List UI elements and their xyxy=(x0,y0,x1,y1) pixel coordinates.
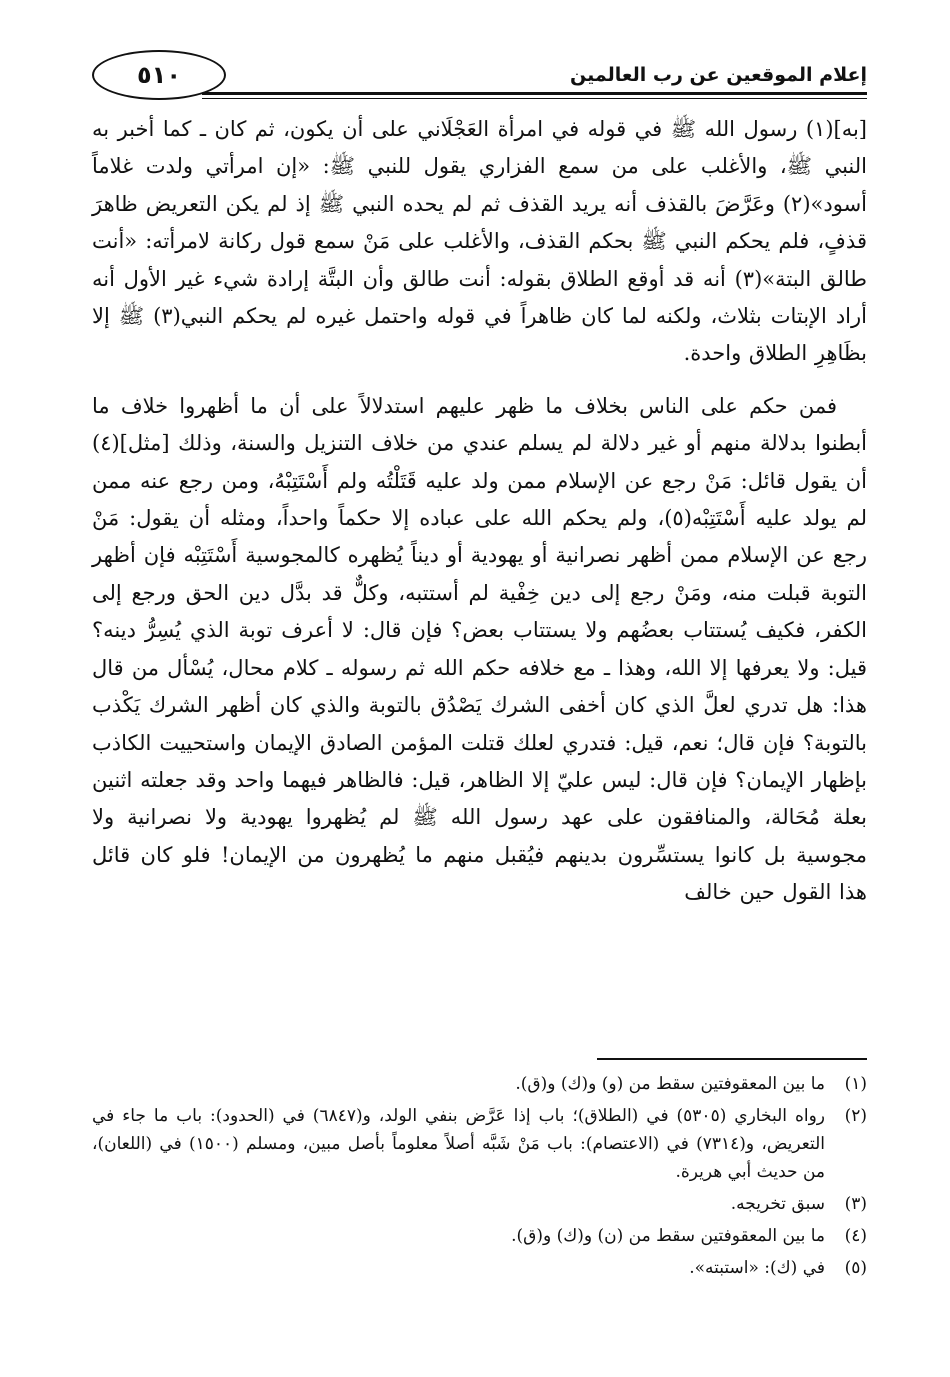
footnote-number: (٤) xyxy=(844,1226,867,1246)
main-text xyxy=(92,111,867,912)
running-title: إعلام الموقعين عن رب العالمين xyxy=(570,64,867,86)
footnote-5 xyxy=(92,1254,867,1282)
footnote-number: (٥) xyxy=(844,1258,867,1278)
footnote-separator xyxy=(597,1058,867,1060)
footnote-text: رواه البخاري (٥٣٠٥) في (الطلاق)؛ باب إذا عَرَّض بنفي الولد، و(٦٨٤٧) في (الحدود): باب ما جاء في التعريض، و(٧٣١٤) في (الاعتصام): باب مَنْ شَبَّه أصلاً معلوماً بأصل مبين، ومسلم (١٥٠٠) في (اللعان)، من حديث أبي هريرة. xyxy=(92,1106,826,1182)
footnote-text: ما بين المعقوفتين سقط من (و) و(ك) و(ق). xyxy=(515,1074,825,1094)
page-number: ٥١٠ xyxy=(92,50,226,100)
footnote-1 xyxy=(92,1070,867,1098)
footnote-text: سبق تخريجه. xyxy=(730,1194,825,1214)
header-rule-thick xyxy=(202,92,867,95)
footnote-text: في (ك): «استبته». xyxy=(689,1258,825,1278)
footnote-2 xyxy=(92,1102,867,1186)
page-header xyxy=(92,40,867,100)
paragraph-1: [به](١) رسول الله ﷺ في قوله في امرأة العَجْلَاني على أن يكون، ثم كان ـ كما أخبر به النبي ﷺ، والأغلب على من سمع الفزاري يقول للنبي ﷺ: «إن امرأتي ولدت غلاماً أسود»(٢) وعَرَّضَ بالقذف أنه يريد القذف ثم لم يحده النبي ﷺ إذ لم يكن التعريض ظاهرَ قذفٍ، فلم يحكم النبي ﷺ بحكم القذف، والأغلب على مَنْ سمع قول ركانة لامرأته: «أنت طالق البتة»(٣) أنه قد أوقع الطلاق بقوله: أنت طالق وأن البتَّة إرادة شيء غير الأول أنه أراد الإبتات بثلاث، ولكنه لما كان ظاهراً في قوله واحتمل غيره لم يحكم النبي(٣) ﷺ إلا بظَاهِرِ الطلاق واحدة. xyxy=(92,117,868,366)
footnote-number: (٣) xyxy=(844,1194,867,1214)
footnotes-list xyxy=(92,1070,867,1286)
footnote-3 xyxy=(92,1190,867,1218)
footnote-4 xyxy=(92,1222,867,1250)
paragraph-2: فمن حكم على الناس بخلاف ما ظهر عليهم استدلالاً على أن ما أظهروا خلاف ما أبطنوا بدلالة منهم أو غير دلالة لم يسلم عندي من خلاف التنزيل والسنة، وذلك [مثل](٤) أن يقول قائل: مَنْ رجع عن الإسلام ممن ولد عليه قَتَلْتُه ولم أَسْتَتِبْهُ، ومن رجع عنه ممن لم يولد عليه أَسْتَتِبْه(٥)، ولم يحكم الله على عباده إلا حكماً واحداً، ومثله أن يقول: مَنْ رجع عن الإسلام ممن أظهر نصرانية أو يهودية أو ديناً يُظهره كالمجوسية أَسْتَتِبْه فإن أظهر التوبة قبلت منه، ومَنْ رجع إلى دين خِفْية لم أستتبه، وكلٌّ قد بدَّل دين الحق ورجع إلى الكفر، فكيف يُستتاب بعضُهم ولا يستتاب بعض؟ فإن قال: لا أعرف توبة الذي يُسِرُّ دينه؟ قيل: ولا يعرفها إلا الله، وهذا ـ مع خلافه حكم الله ثم رسوله ـ كلام محال، يُسْأل من قال هذا: هل تدري لعلَّ الذي كان أخفى الشرك يَصْدُق بالتوبة والذي كان أظهر الشرك يَكْذب بالتوبة؟ فإن قال؛ نعم، قيل: فتدري لعلك قتلت المؤمن الصادق الإيمان واستحييت الكاذب بإظهار الإيمان؟ فإن قال: ليس عليّ إلا الظاهر، قيل: فالظاهر فيهما واحد وقد جعلته اثنين بعلة مُحَالة، والمنافقون على عهد رسول الله ﷺ لم يُظهروا يهودية ولا نصرانية ولا مجوسية بل كانوا يستسِّرون بدينهم فيُقبل منهم ما يُظهرون من الإيمان! فلو كان قائل هذا القول حين خالف xyxy=(92,393,867,905)
footnote-number: (٢) xyxy=(844,1106,867,1126)
footnote-text: ما بين المعقوفتين سقط من (ن) و(ك) و(ق). xyxy=(511,1226,825,1246)
header-rule-thin xyxy=(202,98,867,99)
footnote-number: (١) xyxy=(844,1074,867,1094)
